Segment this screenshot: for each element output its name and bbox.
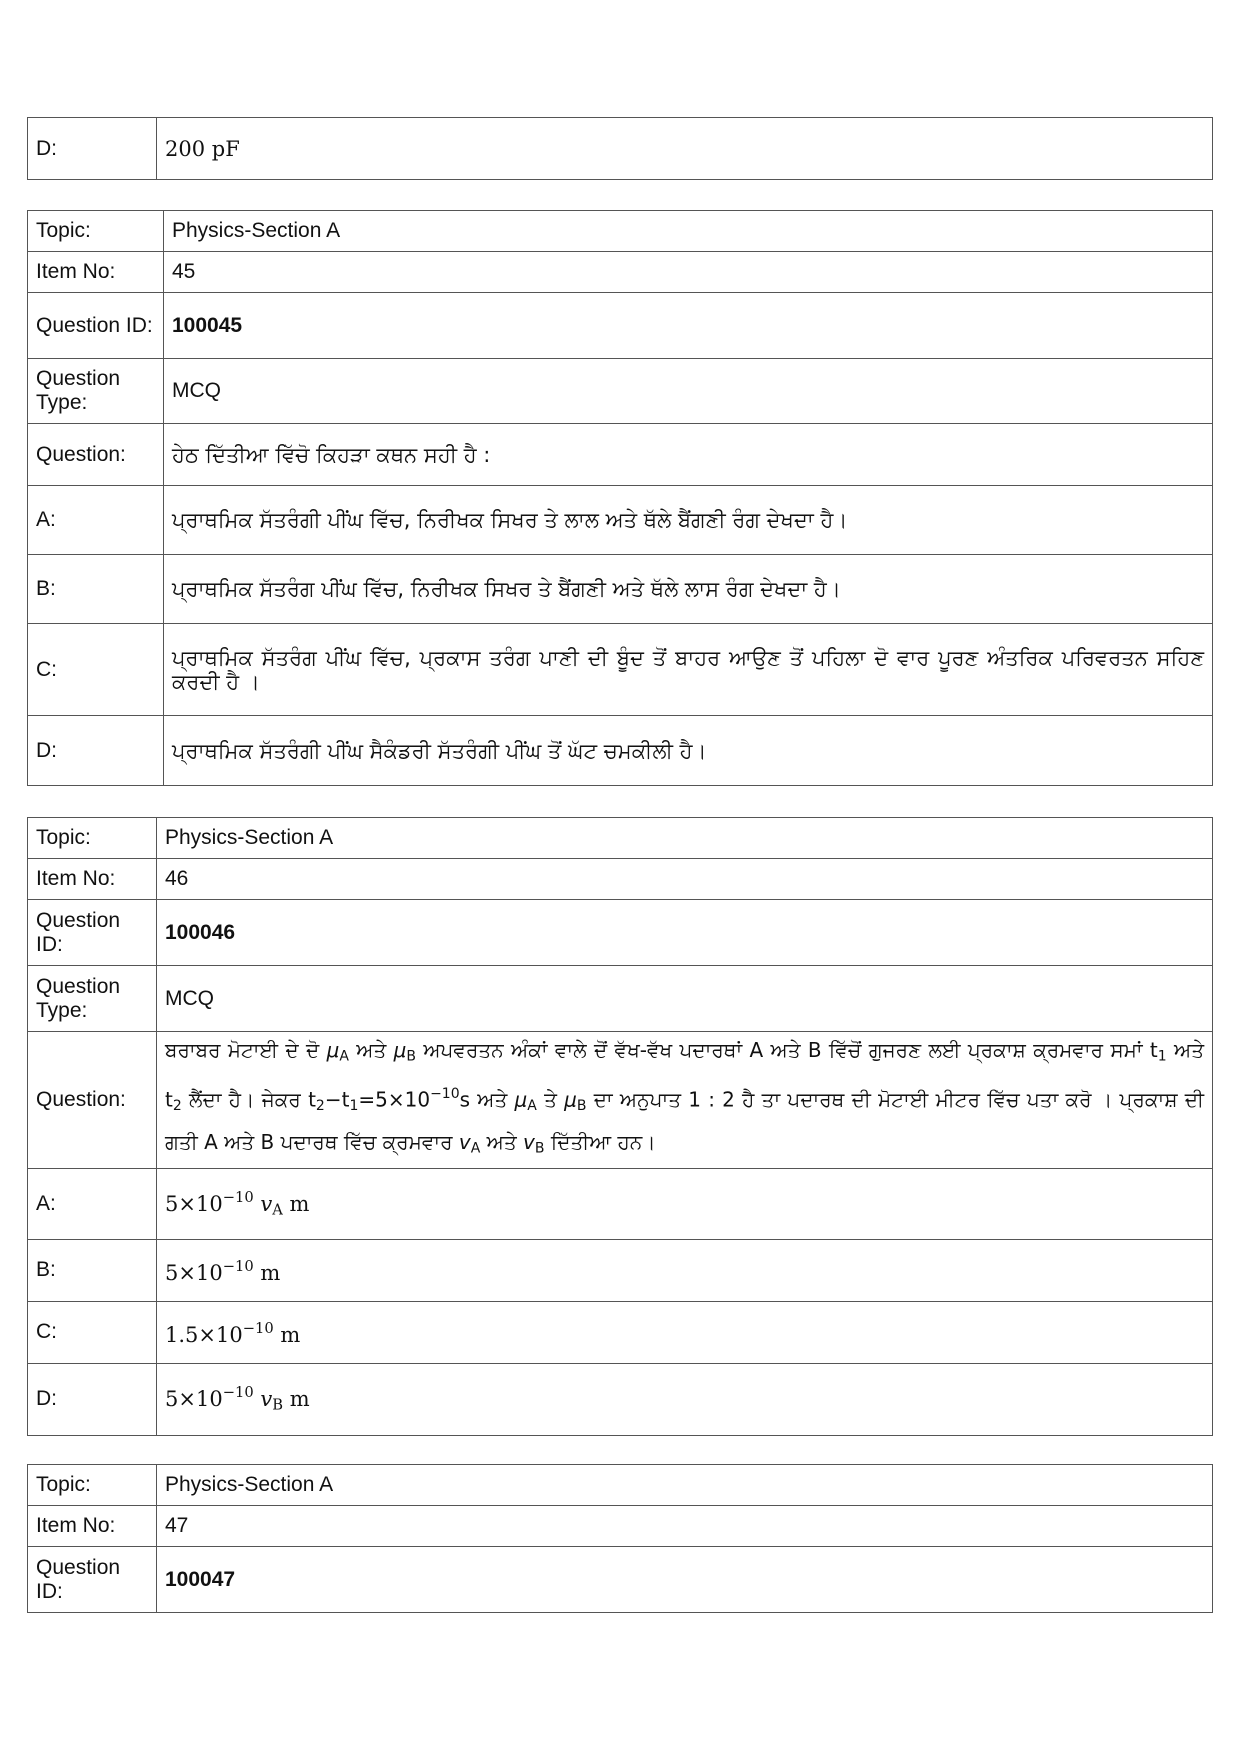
question-id-label: Question ID: <box>28 900 157 966</box>
option-d-label: D: <box>28 716 164 786</box>
topic-label: Topic: <box>28 1465 157 1506</box>
item-no-value: 46 <box>157 859 1213 900</box>
question-47-table <box>27 1464 1213 1613</box>
question-46-table <box>27 817 1213 1436</box>
option-a-label: A: <box>28 1168 157 1239</box>
option-d-label: D: <box>28 1363 157 1435</box>
option-d-formula: $5\times 10^{-10}$ $v_B$ m <box>157 1363 1213 1435</box>
prev-question-table <box>27 117 1213 180</box>
question-id-value: 100045 <box>164 293 1213 359</box>
option-b-formula: $5\times 10^{-10}$ m <box>157 1239 1213 1301</box>
question-id-label: Question ID: <box>28 1547 157 1613</box>
option-c-label: C: <box>28 624 164 716</box>
option-b-text: ਪ੍ਰਾਥਮਿਕ ਸੱਤਰੰਗ ਪੀਂਘ ਵਿੱਚ, ਨਿਰੀਖਕ ਸਿਖਰ ਤੇ ਬੈਂਗਣੀ ਅਤੇ ਥੱਲੇ ਲਾਸ ਰੰਗ ਦੇਖਦਾ ਹੈ। <box>164 555 1213 624</box>
question-id-value: 100046 <box>157 900 1213 966</box>
question-text: ਬਰਾਬਰ ਮੋਟਾਈ ਦੇ ਦੋ $\mu_A$ ਅਤੇ $\mu_B$ ਅਪਵਰਤਨ ਅੰਕਾਂ ਵਾਲੇ ਦੋਂ ਵੱਖ-ਵੱਖ ਪਦਾਰਥਾਂ A ਅਤੇ B ਵਿੱਚੋਂ ਗੁਜਰਣ ਲਈ ਪ੍ਰਕਾਸ਼ ਕ੍ਰਮਵਾਰ ਸਮਾਂ $t_1$ ਅਤੇ $t_2$ ਲੈਂਦਾ ਹੈ। ਜੇਕਰ $t_2-t_1=5\times 10^{-10}s$ ਅਤੇ $\mu_A$ ਤੇ $\mu_B$ ਦਾ ਅਨੁਪਾਤ 1 : 2 ਹੈ ਤਾ ਪਦਾਰਥ ਦੀ ਮੋਟਾਈ ਮੀਟਰ ਵਿੱਚ ਪਤਾ ਕਰੋ । ਪ੍ਰਕਾਸ਼ ਦੀ ਗਤੀ A ਅਤੇ B ਪਦਾਰਥ ਵਿੱਚ ਕ੍ਰਮਵਾਰ $v_A$ ਅਤੇ $v_B$ ਦਿੱਤੀਆ ਹਨ। <box>157 1032 1213 1169</box>
question-type-label: Question Type: <box>28 966 157 1032</box>
item-no-label: Item No: <box>28 859 157 900</box>
item-no-label: Item No: <box>28 252 164 293</box>
topic-value: Physics-Section A <box>157 1465 1213 1506</box>
option-d-value: 200 pF <box>157 118 1213 180</box>
topic-value: Physics-Section A <box>164 211 1213 252</box>
option-a-label: A: <box>28 486 164 555</box>
option-d-label: D: <box>28 118 157 180</box>
question-id-value: 100047 <box>157 1547 1213 1613</box>
option-c-text: ਪ੍ਰਾਥਮਿਕ ਸੱਤਰੰਗ ਪੀਂਘ ਵਿੱਚ, ਪ੍ਰਕਾਸ ਤਰੰਗ ਪਾਣੀ ਦੀ ਬੂੰਦ ਤੋਂ ਬਾਹਰ ਆਉਣ ਤੋਂ ਪਹਿਲਾ ਦੋ ਵਾਰ ਪੂਰਣ ਅੰਤਰਿਕ ਪਰਿਵਰਤਨ ਸਹਿਣ ਕਰਦੀ ਹੈ । <box>164 624 1213 716</box>
question-label: Question: <box>28 1032 157 1169</box>
option-a-text: ਪ੍ਰਾਥਮਿਕ ਸੱਤਰੰਗੀ ਪੀਂਘ ਵਿੱਚ, ਨਿਰੀਖਕ ਸਿਖਰ ਤੇ ਲਾਲ ਅਤੇ ਥੱਲੇ ਬੈਂਗਣੀ ਰੰਗ ਦੇਖਦਾ ਹੈ। <box>164 486 1213 555</box>
topic-value: Physics-Section A <box>157 818 1213 859</box>
topic-label: Topic: <box>28 211 164 252</box>
option-b-label: B: <box>28 1239 157 1301</box>
option-b-label: B: <box>28 555 164 624</box>
question-label: Question: <box>28 424 164 486</box>
question-type-value: MCQ <box>164 359 1213 424</box>
question-text: ਹੇਠ ਦਿੱਤੀਆ ਵਿੱਚੋ ਕਿਹੜਾ ਕਥਨ ਸਹੀ ਹੈ : <box>164 424 1213 486</box>
question-type-value: MCQ <box>157 966 1213 1032</box>
option-c-label: C: <box>28 1301 157 1363</box>
question-id-label: Question ID: <box>28 293 164 359</box>
item-no-label: Item No: <box>28 1506 157 1547</box>
question-45-table <box>27 210 1213 786</box>
option-c-formula: $1.5\times 10^{-10}$ m <box>157 1301 1213 1363</box>
item-no-value: 47 <box>157 1506 1213 1547</box>
option-a-formula: $5\times 10^{-10}$ $v_A$ m <box>157 1168 1213 1239</box>
item-no-value: 45 <box>164 252 1213 293</box>
option-d-text: ਪ੍ਰਾਥਮਿਕ ਸੱਤਰੰਗੀ ਪੀਂਘ ਸੈਕੰਡਰੀ ਸੱਤਰੰਗੀ ਪੀਂਘ ਤੋਂ ਘੱਟ ਚਮਕੀਲੀ ਹੈ। <box>164 716 1213 786</box>
question-type-label: Question Type: <box>28 359 164 424</box>
topic-label: Topic: <box>28 818 157 859</box>
